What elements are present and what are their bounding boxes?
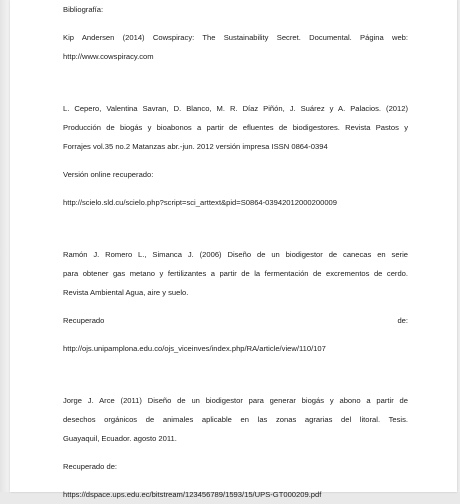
reference-url[interactable]: http://ojs.unipamplona.edu.co/ojs_viceinves/index.php/RA/article/view/110/107 [63, 344, 326, 353]
reference-item [63, 99, 408, 212]
reference-text-line: Kip Andersen (2014) Cowspiracy: The Sustainability Secret. Documental. Página web: [63, 33, 408, 42]
reference-item [63, 391, 408, 504]
retrieved-label: Versión online recuperado: [63, 170, 154, 179]
reference-url[interactable]: https://dspace.ups.edu.ec/bitstream/123456789/1593/15/UPS-GT000209.pdf [63, 490, 322, 499]
retrieved-label-right: de: [397, 316, 408, 325]
reference-text-line: Forrajes vol.35 no.2 Matanzas abr.-jun. 2012 versión impresa ISSN 0864-0394 [63, 142, 328, 151]
retrieved-label-row [63, 311, 408, 330]
reference-item [63, 28, 408, 66]
page-gutter [0, 0, 10, 492]
retrieved-label: Recuperado de: [63, 462, 118, 471]
reference-text-line: para obtener gas metano y fertilizantes a partir de la fermentación de excrementos de cerdo. [63, 269, 408, 278]
bibliography-heading: Bibliografía: [63, 5, 104, 14]
reference-text-line: Guayaquil, Ecuador. agosto 2011. [63, 434, 177, 443]
reference-url[interactable]: http://scielo.sld.cu/scielo.php?script=sci_arttext&pid=S0864-03942012000200009 [63, 198, 337, 207]
retrieved-label-left: Recuperado [63, 316, 105, 325]
reference-text-line: Producción de biogás y bioabonos a partir de efluentes de biodigestores. Revista Pastos y [63, 123, 408, 132]
reference-text-line: Jorge J. Arce (2011) Diseño de un biodigestor para generar biogás y abono a partir de [63, 396, 408, 405]
reference-text-line: L. Cepero, Valentina Savran, D. Blanco, M. R. Díaz Piñón, J. Suárez y A. Palacios. (2012) [63, 104, 408, 113]
document-page [10, 0, 457, 499]
bibliography-section [63, 0, 408, 504]
reference-item [63, 245, 408, 358]
reference-text-line: Ramón J. Romero L., Simanca J. (2006) Diseño de un biodigestor de canecas en serie [63, 250, 408, 259]
reference-text-line: Revista Ambiental Agua, aire y suelo. [63, 288, 189, 297]
reference-url[interactable]: http://www.cowspiracy.com [63, 52, 154, 61]
reference-text-line: desechos orgánicos de animales aplicable en las zonas agrarias del litoral. Tesis. [63, 415, 408, 424]
